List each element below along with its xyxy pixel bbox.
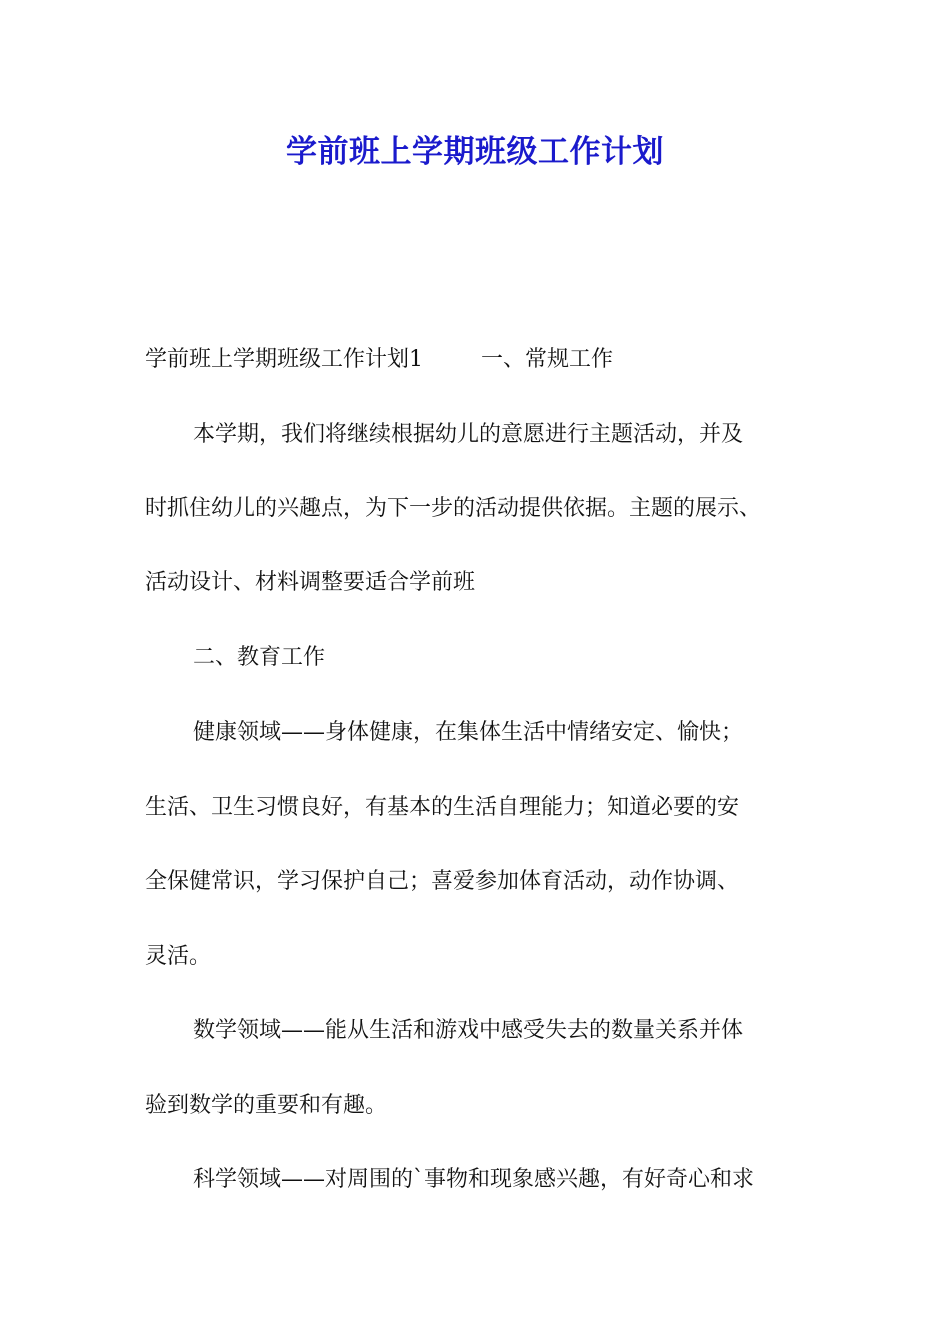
paragraph-line: 时抓住幼儿的兴趣点，为下一步的活动提供依据。主题的展示、 xyxy=(145,496,762,521)
paragraph-line: 数学领域——能从生活和游戏中感受失去的数量关系并体 xyxy=(193,1018,744,1043)
paragraph-line: 灵活。 xyxy=(145,944,212,969)
paragraph-line: 全保健常识，学习保护自己；喜爱参加体育活动，动作协调、 xyxy=(145,869,740,894)
paragraph-line: 验到数学的重要和有趣。 xyxy=(145,1093,388,1118)
document-subtitle: 学前班上学期班级工作计划1 xyxy=(145,347,423,372)
section-heading-education: 二、教育工作 xyxy=(193,645,326,670)
section-heading-routine: 一、常规工作 xyxy=(481,347,614,372)
paragraph-line: 活动设计、材料调整要适合学前班 xyxy=(145,570,476,595)
paragraph-line: 科学领域——对周围的`事物和现象感兴趣，有好奇心和求 xyxy=(193,1167,755,1192)
paragraph-line: 本学期，我们将继续根据幼儿的意愿进行主题活动，并及 xyxy=(193,422,744,447)
paragraph-line: 健康领域——身体健康，在集体生活中情绪安定、愉快； xyxy=(193,720,744,745)
heading-line xyxy=(145,342,613,378)
paragraph-line: 生活、卫生习惯良好，有基本的生活自理能力；知道必要的安 xyxy=(145,795,740,820)
document-title: 学前班上学期班级工作计划 xyxy=(286,134,664,170)
